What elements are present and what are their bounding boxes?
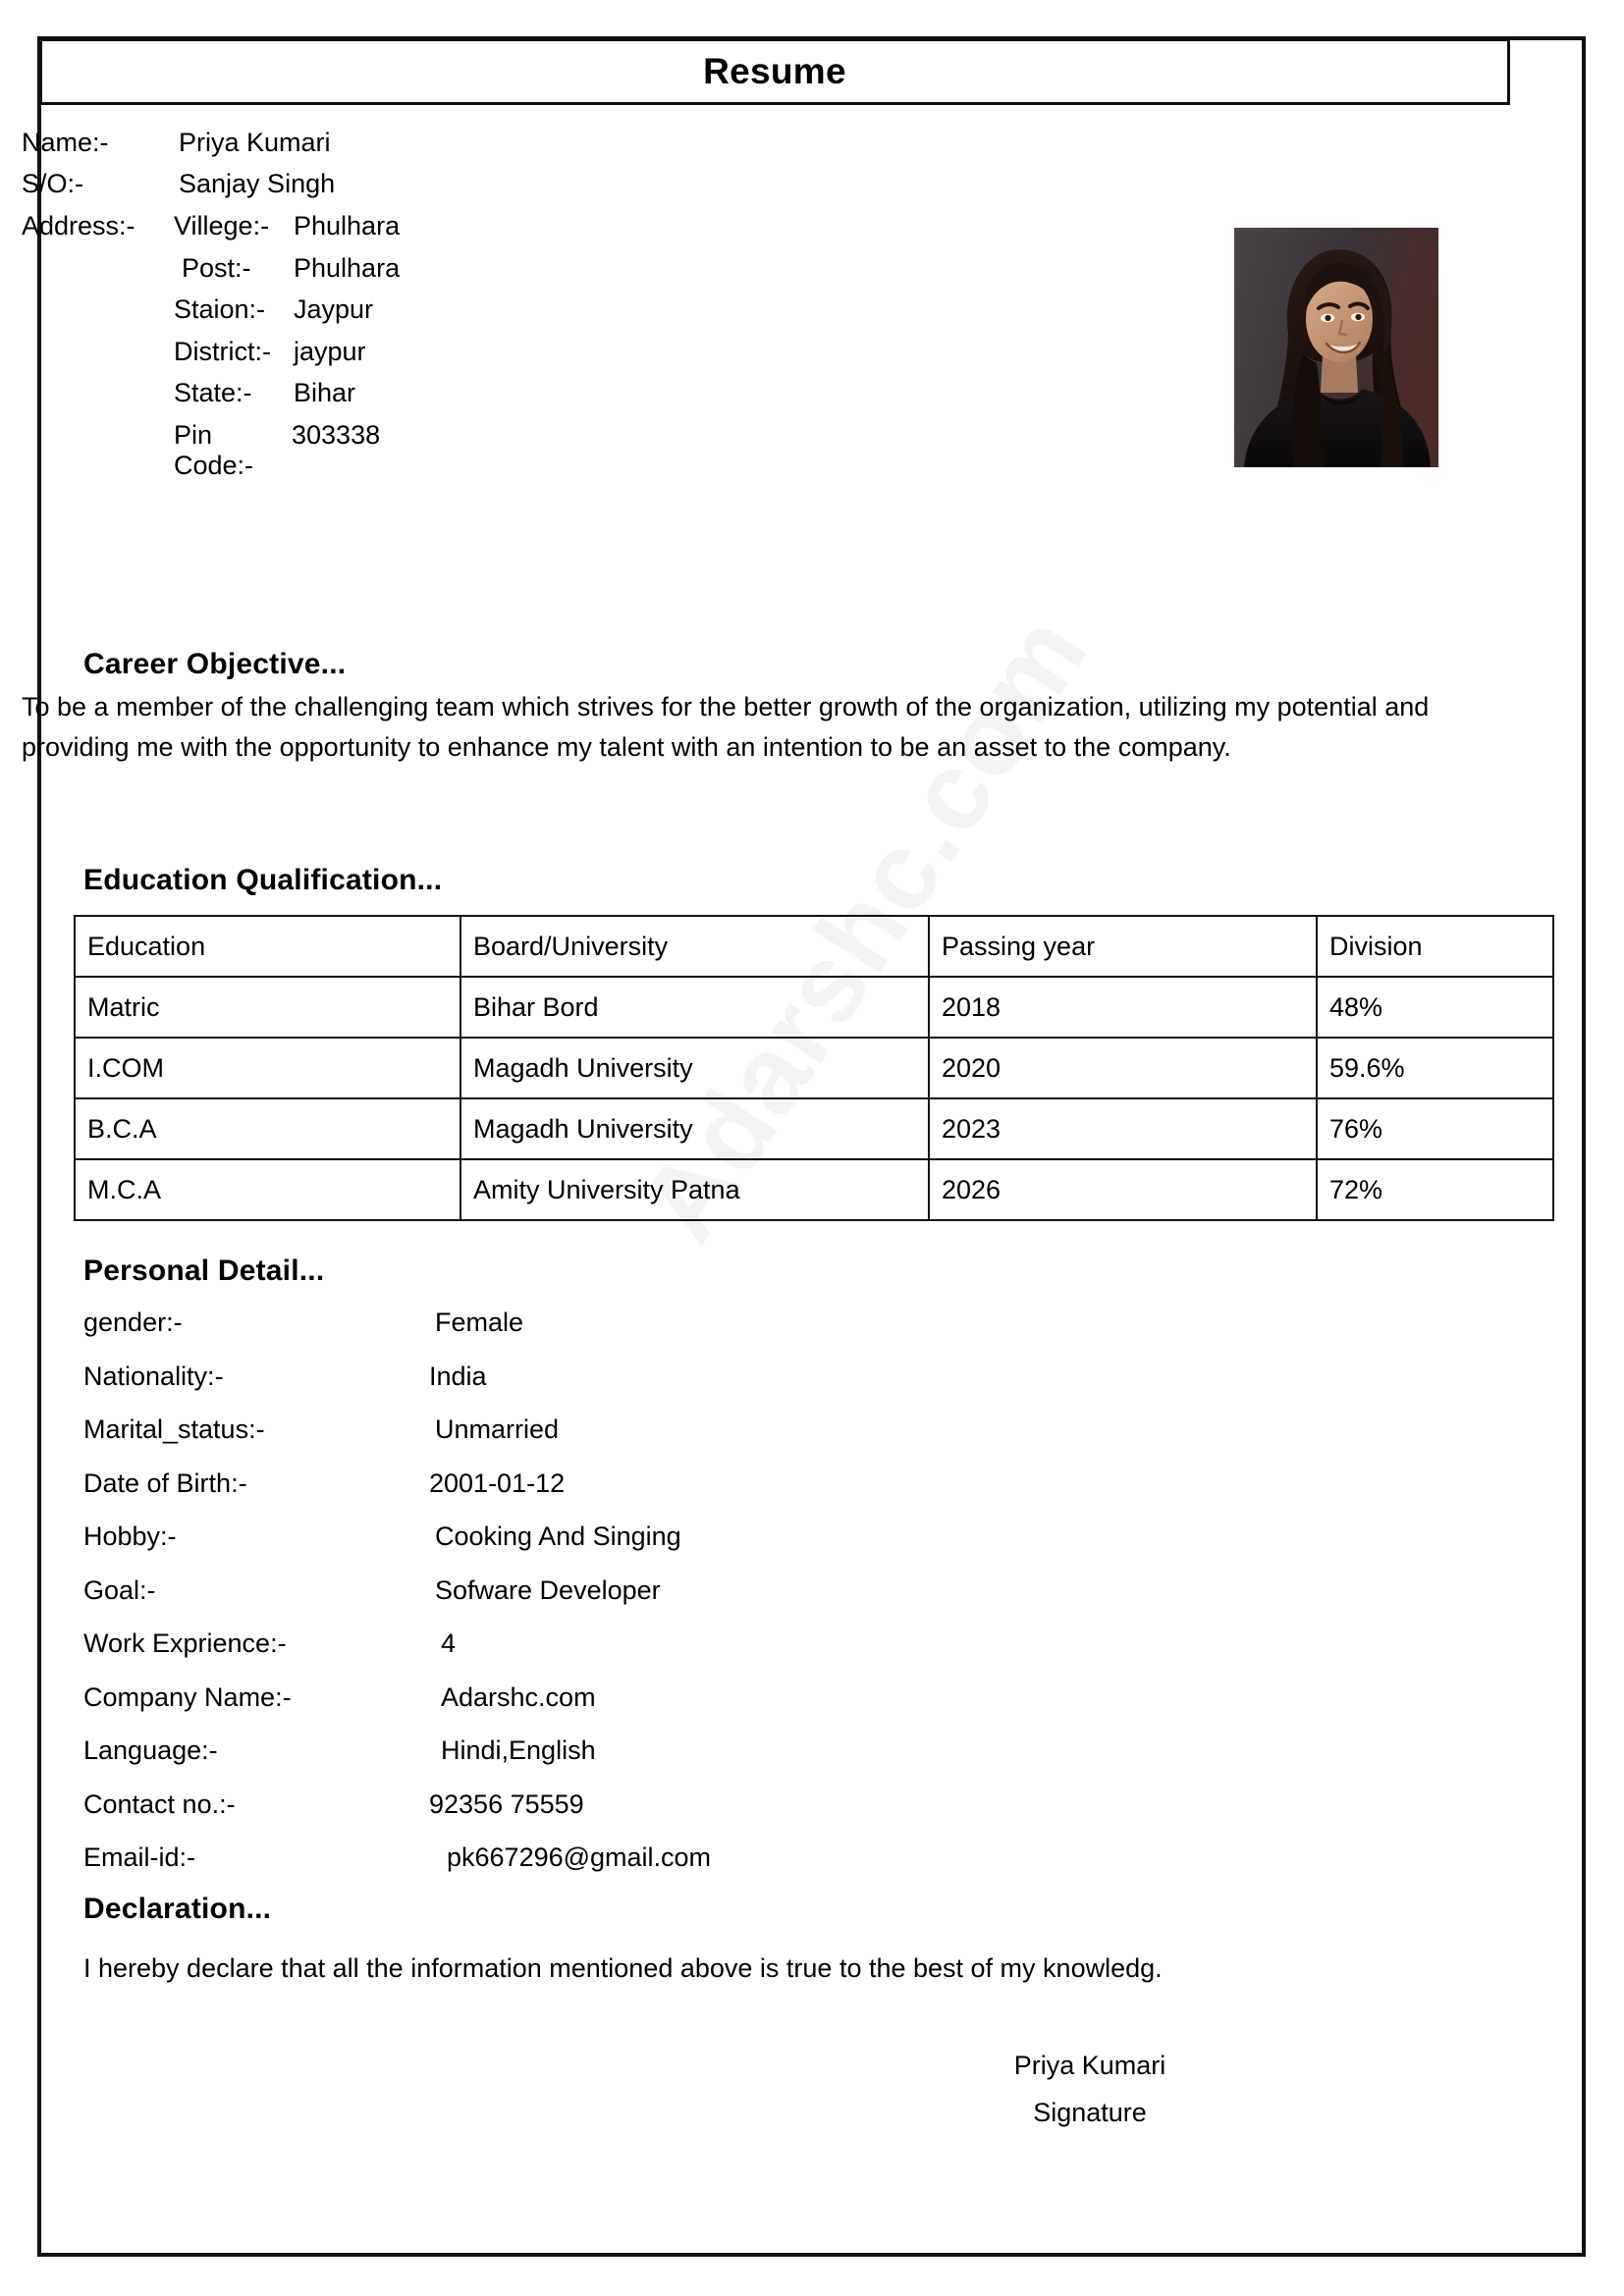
so-value: Sanjay Singh [179, 169, 336, 198]
career-objective-heading: Career Objective... [83, 648, 347, 680]
personal-row-marital-status [22, 1415, 1200, 1468]
declaration-text: I hereby declare that all the information mentioned above is true to the best of my knowledg. [83, 1953, 1163, 1983]
cell-division: 72% [1317, 1159, 1553, 1220]
cell-year: 2020 [929, 1038, 1317, 1098]
cell-division: 48% [1317, 977, 1553, 1038]
marital-status-label: Marital_status:- [83, 1415, 265, 1444]
name-label: Name:- [22, 128, 109, 157]
personal-row-contact-no [22, 1789, 1200, 1843]
personal-row-nationality [22, 1362, 1200, 1415]
cell-division: 59.6% [1317, 1038, 1553, 1098]
personal-row-company-name [22, 1682, 1200, 1736]
cell-board: Magadh University [460, 1038, 929, 1098]
address-row-state [22, 378, 1102, 420]
signature-caption: Signature [1033, 2098, 1147, 2127]
contact-no-label: Contact no.:- [83, 1789, 236, 1819]
personal-detail-heading: Personal Detail... [83, 1255, 325, 1287]
language-label: Language:- [83, 1735, 218, 1765]
personal-row-language [22, 1735, 1200, 1789]
education-table [74, 915, 1554, 1221]
cell-year: 2018 [929, 977, 1317, 1038]
email-id-value: pk667296@gmail.com [447, 1842, 712, 1872]
resume-title-box [39, 38, 1510, 105]
cell-division: 76% [1317, 1098, 1553, 1159]
name-value: Priya Kumari [179, 128, 331, 157]
gender-label: gender:- [83, 1308, 183, 1337]
district-label: District:- [174, 336, 271, 366]
cell-board: Bihar Bord [460, 977, 929, 1038]
col-header-board: Board/University [460, 916, 929, 977]
email-id-label: Email-id:- [83, 1842, 196, 1872]
cell-education: Matric [75, 977, 460, 1038]
personal-row-hobby [22, 1522, 1200, 1575]
cell-year: 2026 [929, 1159, 1317, 1220]
personal-row-gender [22, 1308, 1200, 1362]
personal-row-email-id [22, 1842, 1200, 1898]
identity-block [22, 128, 1102, 210]
nationality-label: Nationality:- [83, 1361, 224, 1391]
identity-row-name [22, 128, 1102, 169]
post-value: Phulhara [294, 252, 401, 283]
address-row-district [22, 337, 1102, 379]
pincode-label: Pin Code:- [174, 419, 254, 480]
photo-illustration [1234, 228, 1438, 467]
address-label: Address:- [22, 211, 135, 240]
candidate-photo [1234, 228, 1438, 467]
goal-label: Goal:- [83, 1575, 156, 1605]
address-block [22, 211, 1102, 480]
date-of-birth-value: 2001-01-12 [429, 1468, 566, 1498]
personal-row-work-experience [22, 1629, 1200, 1682]
company-name-label: Company Name:- [83, 1682, 292, 1712]
work-experience-label: Work Exprience:- [83, 1629, 287, 1658]
personal-detail-list [22, 1308, 1200, 1898]
address-row-post [22, 253, 1102, 295]
gender-value: Female [435, 1308, 524, 1337]
state-value: Bihar [294, 378, 356, 407]
table-row [75, 977, 1553, 1038]
hobby-value: Cooking And Singing [435, 1522, 681, 1551]
station-value: Jaypur [294, 294, 374, 324]
col-header-division: Division [1317, 916, 1553, 977]
goal-value: Sofware Developer [435, 1575, 661, 1605]
table-row [75, 1098, 1553, 1159]
work-experience-value: 4 [441, 1629, 457, 1658]
education-qualification-heading: Education Qualification... [83, 864, 443, 896]
cell-board: Magadh University [460, 1098, 929, 1159]
so-label: S/O:- [22, 169, 84, 198]
address-row-pincode [22, 419, 1102, 480]
col-header-education: Education [75, 916, 460, 977]
district-value: jaypur [294, 336, 366, 366]
address-row-village [22, 211, 1102, 253]
cell-education: B.C.A [75, 1098, 460, 1159]
village-value: Phulhara [294, 211, 401, 240]
village-label: Villege:- [174, 211, 270, 240]
personal-row-date-of-birth [22, 1468, 1200, 1522]
col-header-passing-year: Passing year [929, 916, 1317, 977]
personal-row-goal [22, 1575, 1200, 1629]
hobby-label: Hobby:- [83, 1522, 177, 1551]
nationality-value: India [429, 1361, 487, 1391]
signature-block [884, 2042, 1296, 2136]
career-objective-text: To be a member of the challenging team which strives for the better growth of the organization, utilizing my potential and providing me with the opportunity to enhance my talent with an intention to be an asset to the company. [22, 692, 1430, 762]
pincode-value: 303338 [292, 419, 381, 450]
cell-education: I.COM [75, 1038, 460, 1098]
contact-no-value: 92356 75559 [429, 1789, 584, 1819]
address-row-station [22, 294, 1102, 337]
marital-status-value: Unmarried [435, 1415, 560, 1444]
company-name-value: Adarshc.com [441, 1682, 596, 1712]
table-row [75, 1159, 1553, 1220]
cell-board: Amity University Patna [460, 1159, 929, 1220]
date-of-birth-label: Date of Birth:- [83, 1468, 247, 1498]
station-label: Staion:- [174, 294, 266, 324]
declaration-heading: Declaration... [83, 1893, 272, 1925]
identity-row-so [22, 169, 1102, 210]
table-header-row [75, 916, 1553, 977]
language-value: Hindi,English [441, 1735, 596, 1765]
cell-education: M.C.A [75, 1159, 460, 1220]
state-label: State:- [174, 378, 252, 407]
page-title: Resume [703, 51, 846, 91]
cell-year: 2023 [929, 1098, 1317, 1159]
table-row [75, 1038, 1553, 1098]
signature-name: Priya Kumari [1013, 2051, 1166, 2080]
post-label: Post:- [182, 252, 251, 283]
